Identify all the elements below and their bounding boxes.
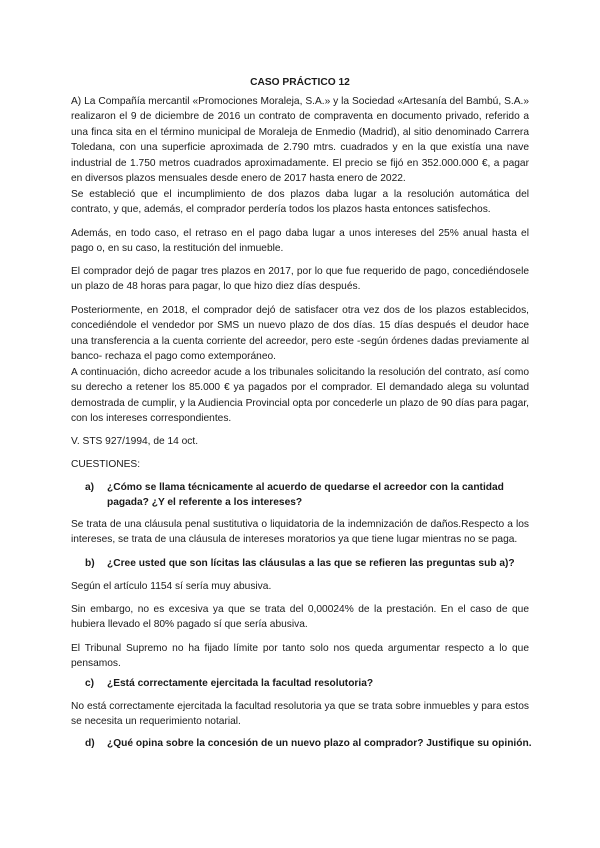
- paragraph-second-default: Posteriormente, en 2018, el comprador dejó de satisfacer otra vez dos de los plazos establecidos, concediéndole el vendedor por SMS un nuevo plazo de dos días. 15 días después el deudor hace una transferencia a la cuenta corriente del acreedor, pero este -según órdenes dadas previamente al banco- rechaza el pago como extemporáneo.: [71, 305, 529, 363]
- question-text: ¿Qué opina sobre la concesión de un nuevo plazo al comprador? Justifique su opinión.: [107, 738, 532, 749]
- question-text: ¿Cree usted que son lícitas las cláusulas a las que se refieren las preguntas sub a)?: [107, 558, 515, 569]
- question-label: b): [85, 558, 95, 569]
- paragraph-interest-clause: Además, en todo caso, el retraso en el pago daba lugar a unos intereses del 25% anual hasta el pago o, en su caso, la restitución del inmueble.: [71, 228, 529, 255]
- answer-a: Se trata de una cláusula penal sustitutiva o liquidatoria de la indemnización de daños.Respecto a los intereses, se trata de una cláusula de intereses moratorios ya que tiene lugar mientras no se paga.: [71, 519, 529, 546]
- answer-b-3: El Tribunal Supremo no ha fijado límite por tanto solo nos queda argumentar respecto a lo que pensamos.: [71, 643, 529, 670]
- answer-b-2: Sin embargo, no es excesiva ya que se trata del 0,00024% de la prestación. En el caso de que hubiera llevado el 80% pagado sí que sería abusiva.: [71, 604, 529, 631]
- question-a: [85, 480, 535, 511]
- document-title: CASO PRÁCTICO 12: [250, 77, 350, 88]
- question-b: [85, 556, 535, 571]
- question-c: [85, 676, 535, 691]
- question-label: c): [85, 678, 95, 689]
- paragraph-litigation: A continuación, dicho acreedor acude a los tribunales solicitando la resolución del contrato, así como su derecho a retener los 85.000 € ya pagados por el comprador. El demandado alega su voluntad demostrada de cumplir, y la Audiencia Provincial opta por concederle un plazo de 90 días para pagar, con los intereses correspondientes.: [71, 367, 529, 425]
- question-label: d): [85, 738, 95, 749]
- answer-c: No está correctamente ejercitada la facultad resolutoria ya que se trata sobre inmuebles y para estos se necesita un requerimiento notarial.: [71, 701, 529, 728]
- paragraph-reference: V. STS 927/1994, de 14 oct.: [71, 436, 199, 447]
- question-label: a): [85, 482, 95, 493]
- paragraph-first-default: El comprador dejó de pagar tres plazos en 2017, por lo que fue requerido de pago, concediéndosele un plazo de 48 horas para pagar, lo que hizo diez días después.: [71, 266, 529, 293]
- question-d: [85, 736, 535, 751]
- question-text: ¿Está correctamente ejercitada la facultad resolutoria?: [107, 678, 374, 689]
- paragraph-resolution-clause: Se estableció que el incumplimiento de dos plazos daba lugar a la resolución automática del contrato, y que, además, el comprador perdería todos los plazos hasta entonces satisfechos.: [71, 189, 529, 216]
- paragraph-case-facts: A) La Compañía mercantil «Promociones Moraleja, S.A.» y la Sociedad «Artesanía del Bambú, S.A.» realizaron el 9 de diciembre de 2016 un contrato de compraventa en documento privado, referido a una finca sita en el término municipal de Moraleja de Enmedio (Madrid), al sitio denominado Carrera Toledana, con una superficie aproximada de 2.790 mtrs. cuadrados y en la que existía una nave industrial de 1.750 metros cuadrados aproximadamente. El precio se fijó en 352.000.000 €, a pagar en diversos plazos mensuales desde enero de 2017 hasta enero de 2022.: [71, 96, 529, 185]
- question-text: ¿Cómo se llama técnicamente al acuerdo de quedarse el acreedor con la cantidad pagada? ¿Y el referente a los intereses?: [107, 482, 504, 509]
- section-heading-questions: CUESTIONES:: [71, 459, 141, 470]
- answer-b-1: Según el artículo 1154 sí sería muy abusiva.: [71, 581, 272, 592]
